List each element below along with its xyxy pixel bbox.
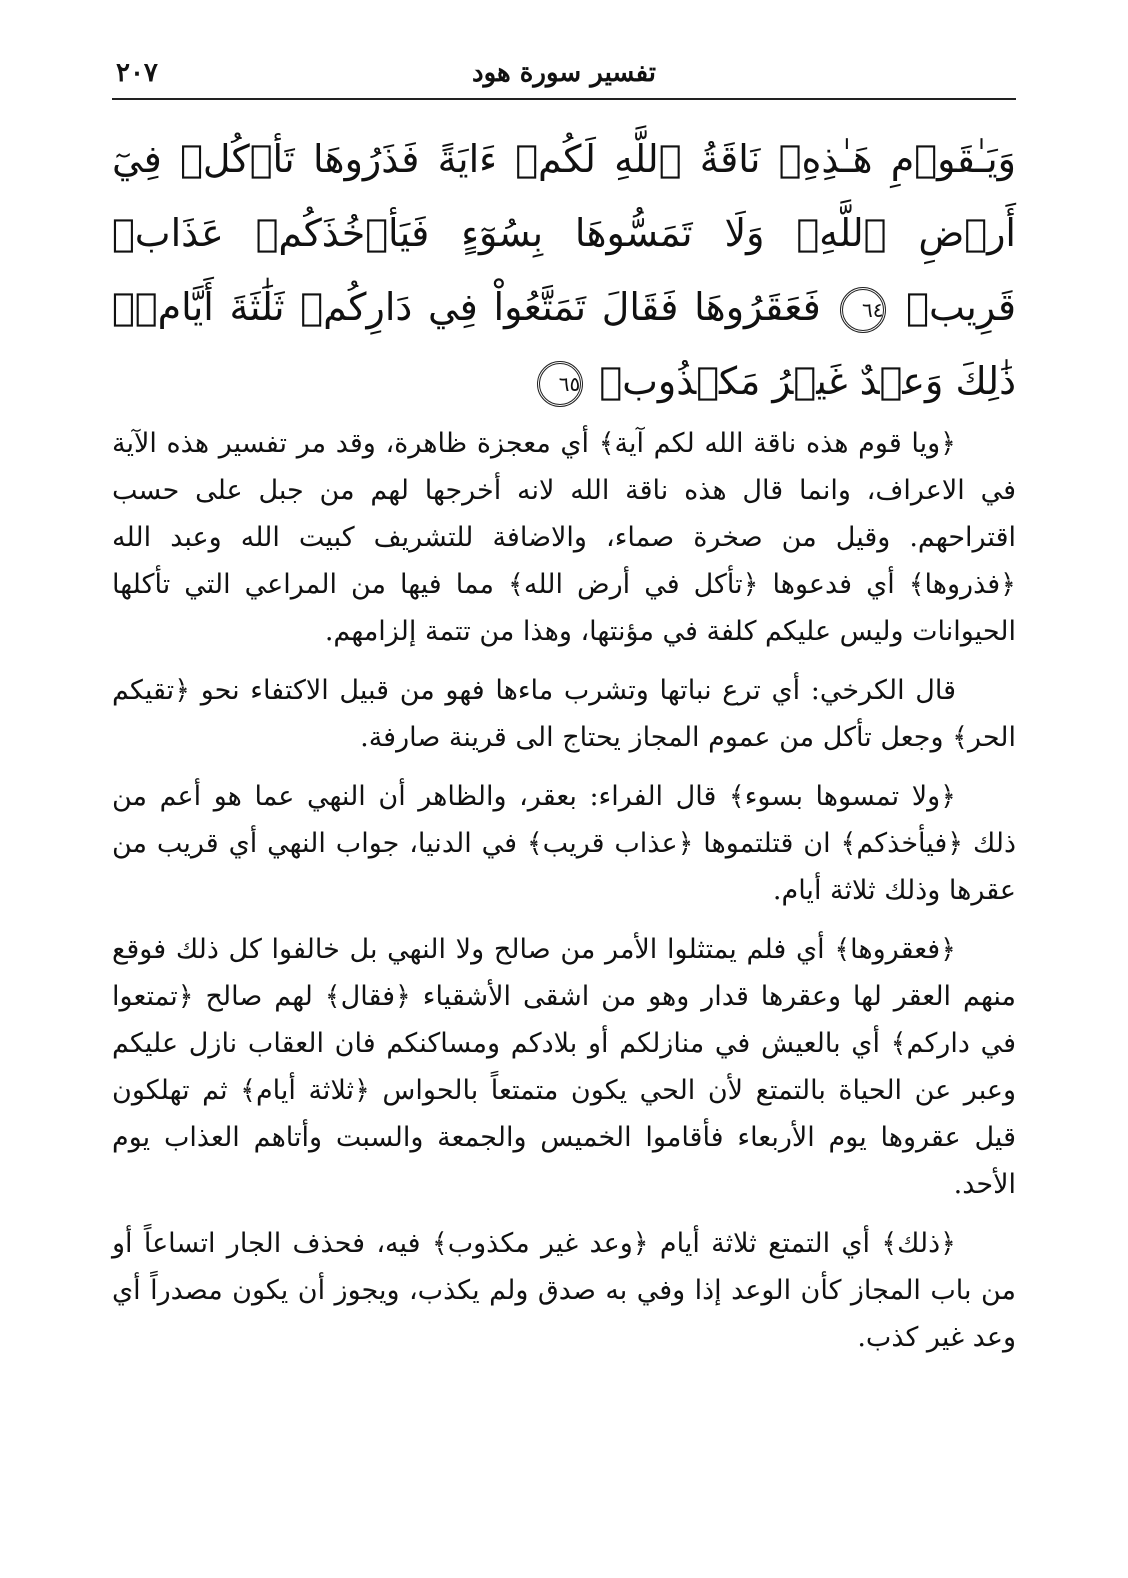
commentary-paragraph: ﴿فعقروها﴾ أي فلم يمتثلوا الأمر من صالح ولا النهي بل خالفوا كل ذلك فوقع منهم العقر لها وعقرها قدار وهو من اشقى الأشقياء ﴿فقال﴾ لهم صالح ﴿تمتعوا في داركم﴾ أي بالعيش في منازلكم أو بلادكم ومساكنكم فان العقاب نازل عليكم وعبر عن الحياة بالتمتع لأن الحي يكون متمتعاً بالحواس ﴿ثلاثة أيام﴾ ثم تهلكون قيل عقروها يوم الأربعاء فأقاموا الخميس والجمعة والسبت وأتاهم العذاب يوم الأحد. xyxy=(112,934,1016,1200)
quran-line-3: ثَلَٰثَةَ أَيَّامٖۖ ذَٰلِكَ وَعۡدٌ غَيۡرُ مَكۡذُوبٖ xyxy=(112,285,1016,403)
page-number: ٢٠٧ xyxy=(116,58,158,88)
commentary-body xyxy=(112,420,1016,1373)
commentary-paragraph: ﴿ولا تمسوها بسوء﴾ قال الفراء: بعقر، والظاهر أن النهي عما هو أعم من ذلك ﴿فيأخذكم﴾ ان قتلتموها ﴿عذاب قريب﴾ في الدنيا، جواب النهي أي قريب من عقرها وذلك ثلاثة أيام. xyxy=(112,781,1016,906)
commentary-paragraph: ﴿ذلك﴾ أي التمتع ثلاثة أيام ﴿وعد غير مكذوب﴾ فيه، فحذف الجار اتساعاً أو من باب المجاز كأن الوعد إذا وفي به صدق ولم يكذب، ويجوز أن يكون مصدراً أي وعد غير كذب. xyxy=(112,1228,1016,1353)
header-divider xyxy=(112,98,1016,100)
running-title: تفسير سورة هود xyxy=(472,58,656,88)
quran-line-1: وَيَـٰقَوۡمِ هَـٰذِهِۦ نَاقَةُ ٱللَّهِ لَكُمۡ ءَايَةً فَذَرُوهَا تَأۡكُلۡ فِيٓ أَرۡضِ ٱللَّهِۖ وَلَا xyxy=(112,137,1016,255)
ayah-number-marker: ٦٤ xyxy=(840,287,886,333)
quran-verses xyxy=(112,122,1016,418)
page-header xyxy=(112,52,1016,96)
commentary-paragraph: ﴿ويا قوم هذه ناقة الله لكم آية﴾ أي معجزة ظاهرة، وقد مر تفسير هذه الآية في الاعراف، وانما قال هذه ناقة الله لانه أخرجها لهم من جبل على حسب اقتراحهم. وقيل من صخرة صماء، والاضافة للتشريف كبيت الله وعبد الله ﴿فذروها﴾ أي فدعوها ﴿تأكل في أرض الله﴾ مما فيها من المراعي التي تأكلها الحيوانات وليس عليكم كلفة في مؤنتها، وهذا من تتمة إلزامهم. xyxy=(112,428,1016,647)
ayah-number-marker: ٦٥ xyxy=(537,361,583,407)
quran-line-2: تَمَسُّوهَا بِسُوٓءٍ فَيَأۡخُذَكُمۡ عَذَابٞ قَرِيبٞ xyxy=(112,211,1016,329)
commentary-paragraph: قال الكرخي: أي ترع نباتها وتشرب ماءها فهو من قبيل الاكتفاء نحو ﴿تقيكم الحر﴾ وجعل تأكل من عموم المجاز يحتاج الى قرينة صارفة. xyxy=(112,675,1016,753)
quran-line-2b: فَعَقَرُوهَا فَقَالَ تَمَتَّعُواْ فِي دَارِكُمۡ xyxy=(300,285,821,329)
